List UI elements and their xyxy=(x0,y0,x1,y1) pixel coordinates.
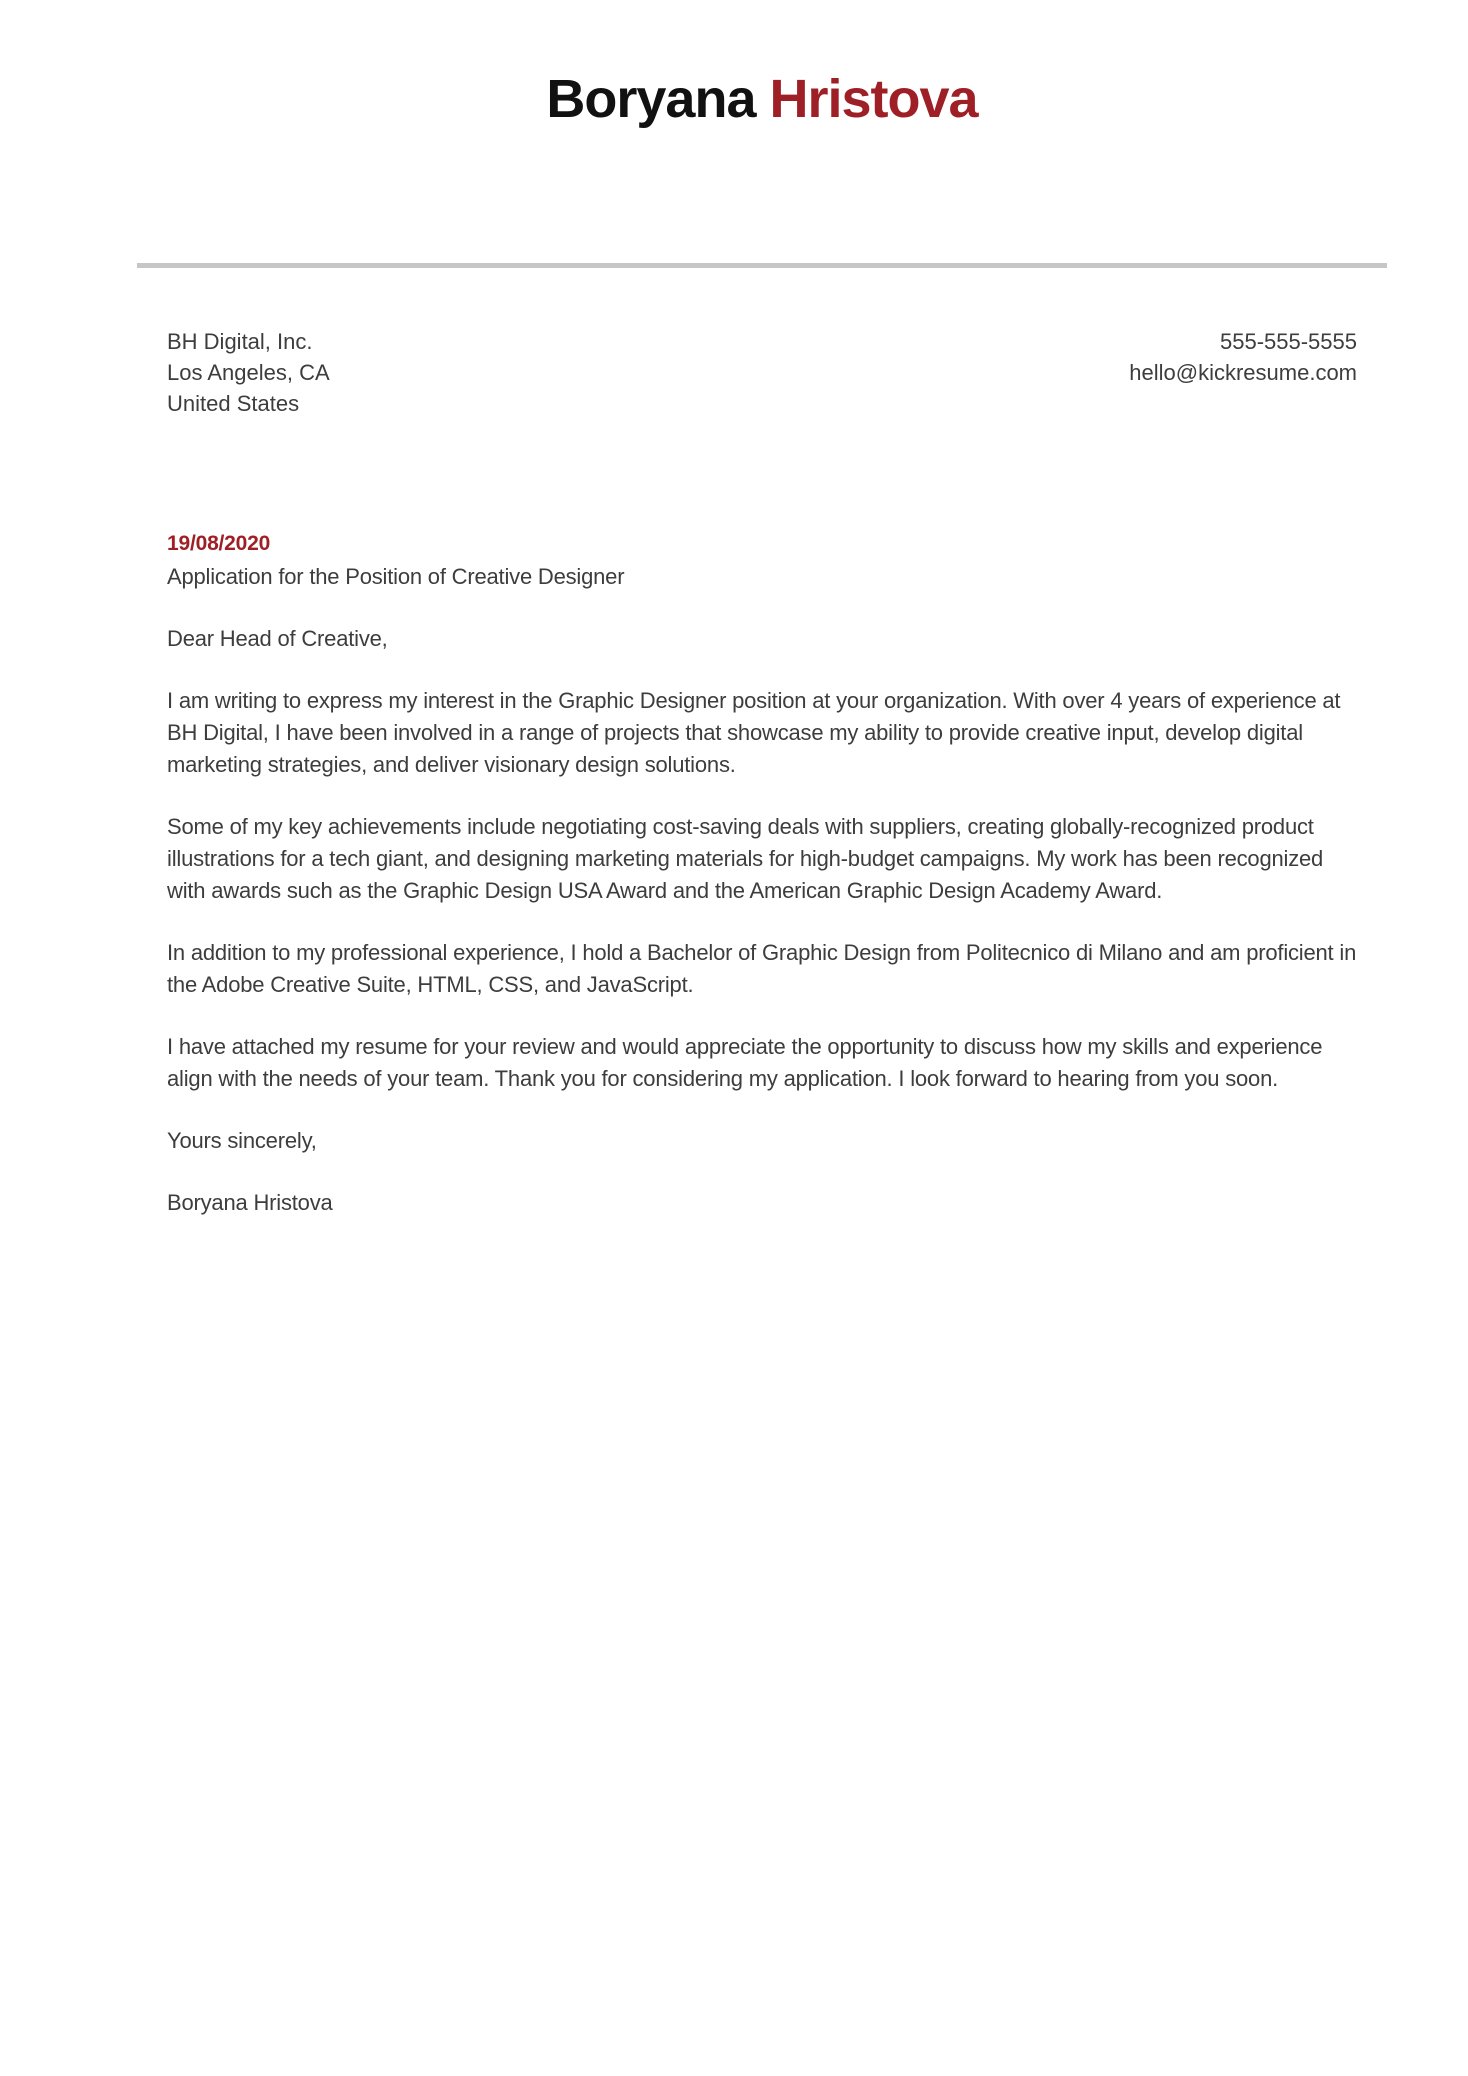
paragraph-closing: I have attached my resume for your review and would appreciate the opportunity to discuss how my skills and experience align with the needs of your team. Thank you for considering my application. I look forward to hearing from you soon. xyxy=(167,1034,1323,1091)
paragraph-education: In addition to my professional experience, I hold a Bachelor of Graphic Design from Politecnico di Milano and am proficient in the Adobe Creative Suite, HTML, CSS, and JavaScript. xyxy=(167,940,1357,997)
paragraph-achievements: Some of my key achievements include negotiating cost-saving deals with suppliers, creating globally-recognized product illustrations for a tech giant, and designing marketing materials for high-budget campaigns. My work has been recognized with awards such as the Graphic Design USA Award and the American Graphic Design Academy Award. xyxy=(167,814,1324,903)
recipient-country: United States xyxy=(167,391,300,416)
letter-body xyxy=(137,531,1387,1219)
letter-date: 19/08/2020 xyxy=(167,532,271,555)
letter-content xyxy=(137,0,1387,1219)
valediction: Yours sincerely, xyxy=(167,1128,317,1153)
letter-subject: Application for the Position of Creative Designer xyxy=(167,564,625,589)
page-title xyxy=(137,70,1387,128)
signature: Boryana Hristova xyxy=(167,1190,333,1215)
sender-contact xyxy=(1129,326,1357,388)
recipient-address xyxy=(167,326,330,419)
paragraph-intro: I am writing to express my interest in the Graphic Designer position at your organization. With over 4 years of experience at BH Digital, I have been involved in a range of projects that showcase my ability to provide creative input, develop digital marketing strategies, and deliver visionary design solutions. xyxy=(167,688,1341,777)
recipient-company: BH Digital, Inc. xyxy=(167,329,313,354)
salutation: Dear Head of Creative, xyxy=(167,626,388,651)
header-divider xyxy=(137,263,1387,268)
recipient-city: Los Angeles, CA xyxy=(167,360,330,385)
last-name: Hristova xyxy=(769,69,978,129)
sender-phone: 555-555-5555 xyxy=(1219,329,1357,354)
sender-email: hello@kickresume.com xyxy=(1129,360,1357,385)
first-name: Boryana xyxy=(546,69,756,129)
contact-section xyxy=(137,326,1387,419)
